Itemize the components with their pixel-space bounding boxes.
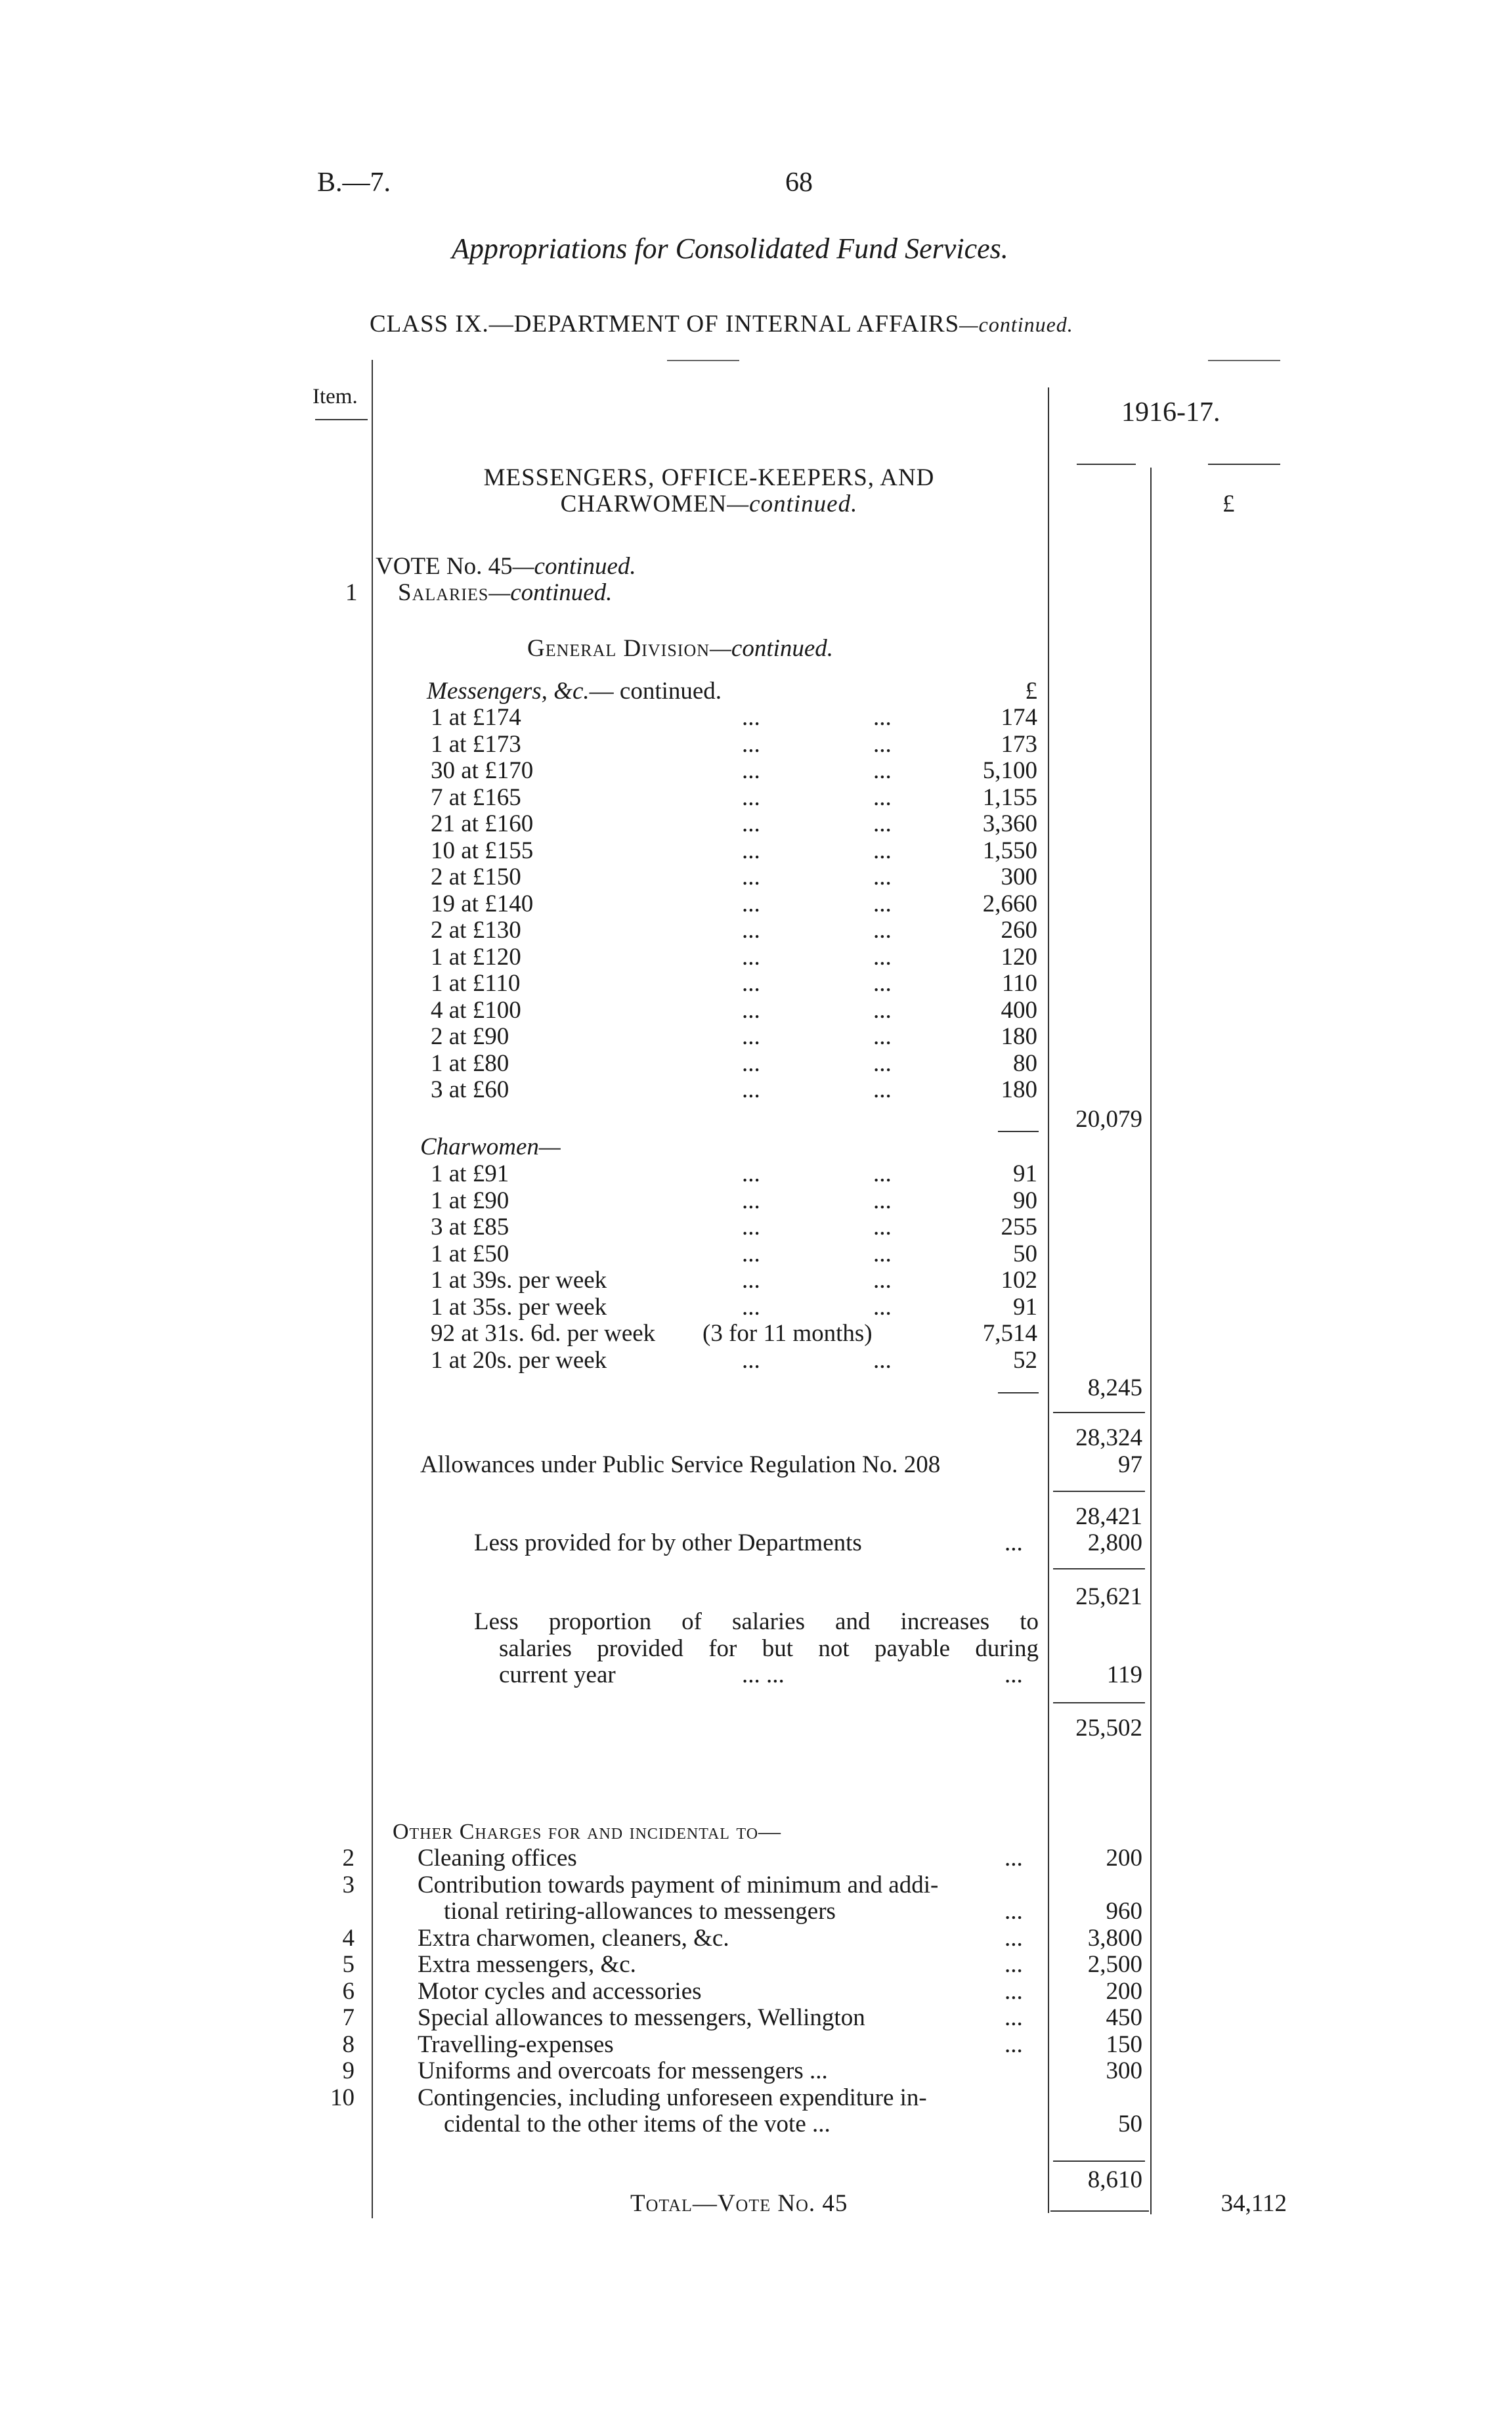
- leader-dots: ...: [742, 997, 760, 1024]
- leader-dots: ...: [742, 1347, 760, 1374]
- charwomen-row-label: 3 at £85: [431, 1214, 509, 1240]
- less-proportion-line1: Less proportion of salaries and increases to: [474, 1608, 1039, 1635]
- leader-dots: ...: [742, 1187, 760, 1214]
- salary-row-label: 4 at £100: [431, 997, 521, 1024]
- charwomen-row-amount: 91: [1013, 1294, 1037, 1321]
- item-column-divider: [372, 360, 373, 2218]
- leader-dots: ...: [873, 970, 892, 997]
- leader-dots: ...: [742, 757, 760, 784]
- sum-rule: [1050, 2210, 1149, 2212]
- sum-rule: [1053, 1568, 1145, 1569]
- salary-row-amount: 260: [1001, 917, 1037, 944]
- charwomen-row-amount: 50: [1013, 1240, 1037, 1267]
- class-heading-continued: —continued.: [959, 313, 1073, 336]
- leader-dots: ...: [1004, 1845, 1023, 1872]
- salary-row-amount: 5,100: [982, 757, 1037, 784]
- salary-row-amount: 1,155: [982, 784, 1037, 811]
- charwomen-row-amount: 90: [1013, 1187, 1037, 1214]
- general-division-label: General Division: [527, 635, 710, 662]
- salary-row-amount: 180: [1001, 1076, 1037, 1103]
- leader-dots: ...: [742, 810, 760, 837]
- charge-item-text: Contingencies, including unforeseen expenditure in-: [418, 2084, 927, 2111]
- section-title-text: CHARWOMEN: [560, 491, 727, 517]
- charge-item-text: Uniforms and overcoats for messengers ...: [418, 2057, 828, 2084]
- leader-dots: ...: [873, 810, 892, 837]
- leader-dots: ...: [873, 1214, 892, 1240]
- charwomen-row-amount: 255: [1001, 1214, 1037, 1240]
- leader-dots: ...: [1004, 1978, 1023, 2005]
- leader-dots: ...: [742, 970, 760, 997]
- rule: [1208, 360, 1280, 361]
- salary-row-label: 1 at £110: [431, 970, 521, 997]
- leader-dots: ...: [873, 837, 892, 864]
- salary-row-label: 1 at £174: [431, 704, 521, 731]
- charge-item-amount: 200: [1106, 1845, 1142, 1872]
- leader-dots: ...: [742, 890, 760, 917]
- general-division-heading: [527, 636, 833, 662]
- charge-item-amount: 450: [1106, 2004, 1142, 2031]
- messengers-heading-label: Messengers, &c.: [427, 678, 590, 705]
- salary-row-label: 2 at £90: [431, 1023, 509, 1050]
- salary-row-label: 2 at £130: [431, 917, 521, 944]
- salary-row-amount: 1,550: [982, 837, 1037, 864]
- charge-item-amount: 50: [1118, 2111, 1142, 2138]
- item-header-rule: [315, 419, 368, 420]
- salary-row-amount: 3,360: [982, 810, 1037, 837]
- charge-item-number: 6: [342, 1978, 355, 2005]
- leader-dots: ...: [873, 864, 892, 890]
- year-rule: [1077, 464, 1136, 465]
- charwomen-row-label: 1 at £90: [431, 1187, 509, 1214]
- vote-heading: [376, 554, 636, 580]
- salary-row-amount: 173: [1001, 731, 1037, 758]
- charge-item-number: 10: [330, 2084, 355, 2111]
- charge-item-number: 7: [342, 2004, 355, 2031]
- charge-item-text: Motor cycles and accessories: [418, 1978, 702, 2005]
- salary-row-label: 1 at £173: [431, 731, 521, 758]
- subtotal-rule: [998, 1392, 1039, 1393]
- leader-dots: ...: [873, 1187, 892, 1214]
- leader-dots: ...: [742, 1160, 760, 1187]
- charge-item-amount: 3,800: [1087, 1925, 1142, 1952]
- leader-dots: ...: [873, 1347, 892, 1374]
- class-heading-text: CLASS IX.—DEPARTMENT OF INTERNAL AFFAIRS: [370, 311, 960, 338]
- leader-dots: ...: [742, 837, 760, 864]
- charwomen-row-label: 1 at 20s. per week: [431, 1347, 607, 1374]
- charge-item-number: 8: [342, 2031, 355, 2058]
- subtotal-rule: [998, 1131, 1039, 1132]
- charge-item-text: Extra messengers, &c.: [418, 1951, 636, 1978]
- leader-dots: ...: [1004, 1951, 1023, 1978]
- subtotal-28324: 28,324: [1075, 1424, 1142, 1451]
- salary-row-amount: 174: [1001, 704, 1037, 731]
- charwomen-row-label: 92 at 31s. 6d. per week: [431, 1320, 656, 1347]
- messengers-pound-sign: £: [1025, 678, 1037, 705]
- charge-item-text: Cleaning offices: [418, 1845, 577, 1872]
- leader-dots: ...: [873, 757, 892, 784]
- section-title-line2: [381, 491, 1037, 517]
- salary-row-amount: 80: [1013, 1050, 1037, 1077]
- leader-dots: ...: [873, 1294, 892, 1321]
- messengers-total: 20,079: [1075, 1106, 1142, 1133]
- allowances-amount: 97: [1118, 1451, 1142, 1478]
- salary-row-amount: 2,660: [982, 890, 1037, 917]
- section-title-continued: —continued.: [727, 491, 858, 517]
- year-rule: [1208, 464, 1280, 465]
- leader-dots: ...: [742, 917, 760, 944]
- salaries-heading: [398, 580, 612, 606]
- sum-rule: [1053, 2160, 1145, 2162]
- leader-dots: ...: [1004, 1925, 1023, 1952]
- allowances-label: Allowances under Public Service Regulation No. 208: [420, 1451, 941, 1478]
- charwomen-row-label: 1 at 35s. per week: [431, 1294, 607, 1321]
- salary-row-label: 19 at £140: [431, 890, 534, 917]
- salary-row-label: 30 at £170: [431, 757, 534, 784]
- class-heading: [370, 310, 1073, 338]
- leader-dots: ...: [742, 1267, 760, 1294]
- charwomen-row-label: 1 at £91: [431, 1160, 509, 1187]
- sum-rule: [1053, 1702, 1145, 1703]
- salary-row-label: 21 at £160: [431, 810, 534, 837]
- subtotal-25621: 25,621: [1075, 1583, 1142, 1610]
- vote-number: VOTE No. 45: [376, 553, 513, 580]
- salary-row-amount: 110: [1001, 970, 1037, 997]
- charge-item-amount: 150: [1106, 2031, 1142, 2058]
- salary-row-amount: 400: [1001, 997, 1037, 1024]
- leader-dots: ...: [1004, 1529, 1023, 1556]
- leader-dots: ...: [742, 784, 760, 811]
- sum-rule: [1053, 1491, 1145, 1492]
- salary-row-amount: 120: [1001, 944, 1037, 971]
- salary-row-amount: 180: [1001, 1023, 1037, 1050]
- leader-dots: ...: [873, 1076, 892, 1103]
- charwomen-row-amount: 91: [1013, 1160, 1037, 1187]
- leader-dots: ...: [742, 1023, 760, 1050]
- less-other-departments-amount: 2,800: [1087, 1529, 1142, 1556]
- charwomen-total: 8,245: [1087, 1374, 1142, 1401]
- messengers-heading: [427, 678, 722, 705]
- charge-item-text: cidental to the other items of the vote ...: [444, 2111, 831, 2138]
- charge-item-number: 4: [342, 1925, 355, 1952]
- salaries-total: 25,502: [1075, 1715, 1142, 1742]
- pound-column-header: £: [1222, 491, 1235, 517]
- vote-continued: —continued.: [512, 553, 636, 580]
- charge-item-amount: 960: [1106, 1898, 1142, 1925]
- less-other-departments-label: Less provided for by other Departments: [474, 1529, 862, 1556]
- salaries-continued: —continued.: [488, 579, 613, 606]
- salaries-label: Salaries: [398, 579, 489, 606]
- leader-dots: ...: [873, 1023, 892, 1050]
- leader-dots: ...: [873, 944, 892, 971]
- salary-row-amount: 300: [1001, 864, 1037, 890]
- leader-dots: ...: [873, 917, 892, 944]
- amount-column-divider: [1048, 387, 1049, 2213]
- leader-dots: ...: [873, 1267, 892, 1294]
- salaries-item-number: 1: [345, 579, 358, 606]
- leader-dots: ...: [873, 784, 892, 811]
- charge-item-amount: 300: [1106, 2057, 1142, 2084]
- charwomen-row-amount: 52: [1013, 1347, 1037, 1374]
- less-proportion-line3: current year: [499, 1661, 616, 1688]
- subtotal-28421: 28,421: [1075, 1503, 1142, 1530]
- vote-total-label: Total—Vote No. 45: [630, 2190, 848, 2217]
- charwomen-heading: Charwomen—: [420, 1133, 561, 1160]
- charge-item-amount: 200: [1106, 1978, 1142, 2005]
- charwomen-row-label: 1 at 39s. per week: [431, 1267, 607, 1294]
- leader-dots: ...: [742, 864, 760, 890]
- salary-row-label: 1 at £80: [431, 1050, 509, 1077]
- charge-item-text: Contribution towards payment of minimum and addi-: [418, 1872, 939, 1898]
- leader-dots: ...: [742, 944, 760, 971]
- leader-dots: ...: [1004, 1898, 1023, 1925]
- page-title: Appropriations for Consolidated Fund Services.: [452, 232, 1008, 265]
- item-column-header: Item.: [313, 385, 358, 408]
- leader-dots: ...: [742, 731, 760, 758]
- total-column-divider: [1150, 468, 1152, 2214]
- leader-dots: ...: [873, 704, 892, 731]
- less-proportion-line2: salaries provided for but not payable during: [499, 1635, 1039, 1662]
- leader-dots: ...: [1004, 1661, 1023, 1688]
- other-charges-heading: Other Charges for and incidental to—: [393, 1820, 782, 1844]
- charwomen-row-note: (3 for 11 months): [702, 1320, 873, 1347]
- charge-item-text: tional retiring-allowances to messengers: [444, 1898, 836, 1925]
- salary-row-label: 7 at £165: [431, 784, 521, 811]
- vote-total-amount: 34,112: [1220, 2190, 1287, 2217]
- leader-dots: ...: [873, 1050, 892, 1077]
- year-column-header: 1916-17.: [1121, 397, 1220, 428]
- leader-dots: ...: [742, 704, 760, 731]
- leader-dots: ...: [742, 1050, 760, 1077]
- leader-dots: ...: [742, 1240, 760, 1267]
- section-title-line1: MESSENGERS, OFFICE-KEEPERS, AND: [483, 464, 935, 491]
- sum-rule: [1053, 1412, 1145, 1413]
- leader-dots: ...: [1004, 2031, 1023, 2058]
- leader-dots: ...: [873, 731, 892, 758]
- leader-dots: ...: [742, 1294, 760, 1321]
- leader-dots: ...: [873, 1160, 892, 1187]
- page-number: 68: [785, 167, 813, 198]
- leader-dots: ...: [873, 1240, 892, 1267]
- leader-dots: ...: [1004, 2004, 1023, 2031]
- leader-dots: ...: [742, 1214, 760, 1240]
- general-division-continued: —continued.: [710, 635, 834, 662]
- leader-dots: ...: [873, 890, 892, 917]
- charge-item-amount: 2,500: [1087, 1951, 1142, 1978]
- other-charges-total: 8,610: [1087, 2166, 1142, 2193]
- charge-item-number: 9: [342, 2057, 355, 2084]
- salary-row-label: 1 at £120: [431, 944, 521, 971]
- charwomen-row-amount: 102: [1001, 1267, 1037, 1294]
- charwomen-row-amount: 7,514: [982, 1320, 1037, 1347]
- salary-row-label: 10 at £155: [431, 837, 534, 864]
- charge-item-number: 3: [342, 1872, 355, 1898]
- charge-item-text: Extra charwomen, cleaners, &c.: [418, 1925, 729, 1952]
- salary-row-label: 3 at £60: [431, 1076, 509, 1103]
- document-reference: B.—7.: [317, 167, 391, 198]
- charge-item-number: 5: [342, 1951, 355, 1978]
- charge-item-number: 2: [342, 1845, 355, 1872]
- salary-row-label: 2 at £150: [431, 864, 521, 890]
- rule: [667, 360, 739, 361]
- leader-dots: ...: [873, 997, 892, 1024]
- leader-dots: ...: [742, 1076, 760, 1103]
- charwomen-row-label: 1 at £50: [431, 1240, 509, 1267]
- charge-item-text: Travelling-expenses: [418, 2031, 614, 2058]
- less-proportion-amount: 119: [1106, 1661, 1142, 1688]
- messengers-heading-suffix: — continued.: [589, 678, 722, 705]
- leader-dots: ... ...: [742, 1661, 785, 1688]
- charge-item-text: Special allowances to messengers, Wellington: [418, 2004, 865, 2031]
